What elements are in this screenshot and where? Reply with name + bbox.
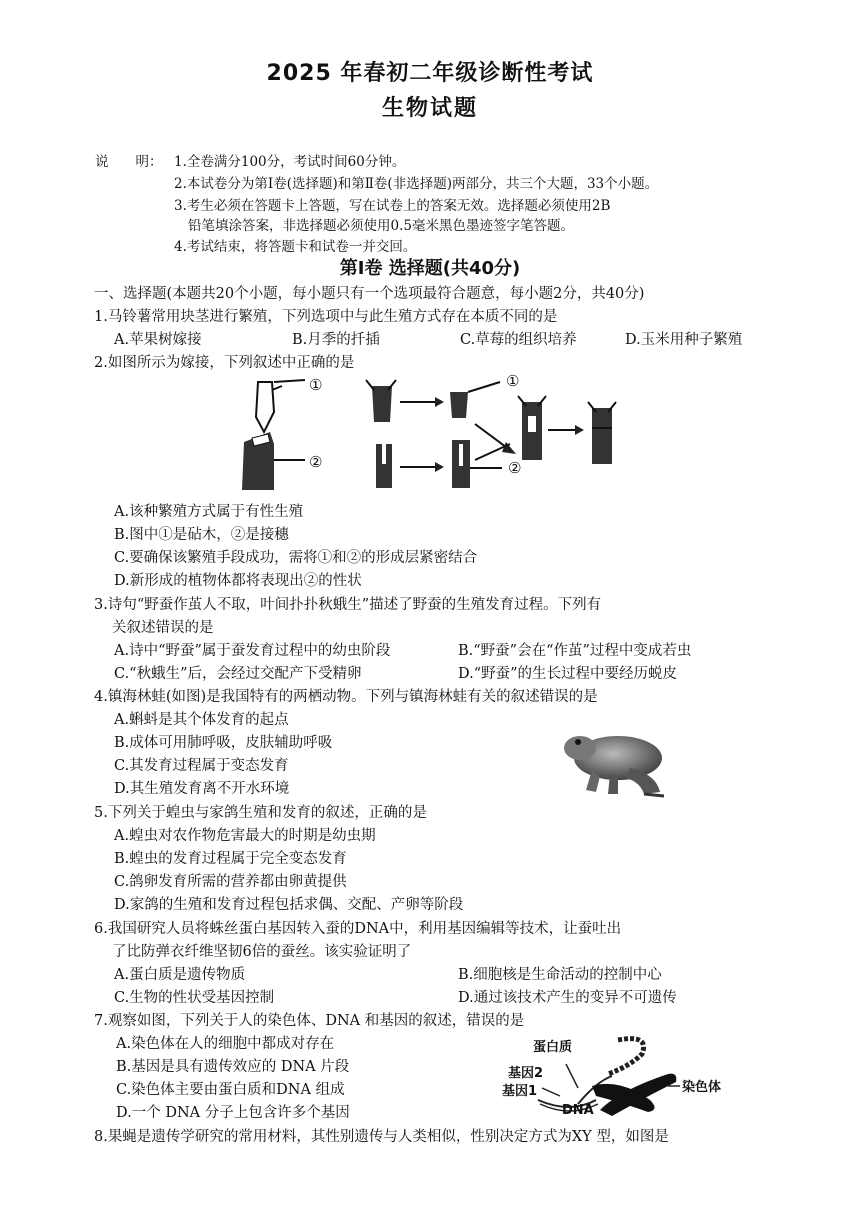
question-8-stem: 8.果蝇是遗传学研究的常用材料，其性别遗传与人类相似，性别决定方式为XY 型，如图是 bbox=[94, 1129, 669, 1145]
question-2-option-b: B.图中①是砧木，②是接穗 bbox=[114, 527, 289, 543]
figure-label-scion-1: ① bbox=[309, 376, 323, 394]
question-4-stem: 4.镇海林蛙(如图)是我国特有的两栖动物。下列与镇海林蛙有关的叙述错误的是 bbox=[94, 689, 598, 705]
figure-label-chromosome: 染色体 bbox=[682, 1080, 722, 1095]
question-5-option-b: B.蝗虫的发育过程属于完全变态发育 bbox=[114, 851, 347, 867]
question-6-option-a: A.蛋白质是遗传物质 bbox=[114, 967, 246, 983]
question-4-option-b: B.成体可用肺呼吸，皮肤辅助呼吸 bbox=[114, 735, 333, 751]
question-2-option-a: A.该种繁殖方式属于有性生殖 bbox=[114, 504, 304, 520]
instruction-2: 2.本试卷分为第Ⅰ卷(选择题)和第Ⅱ卷(非选择题)两部分，共三个大题，33个小题。 bbox=[174, 176, 659, 192]
question-2-option-c: C.要确保该繁殖手段成功，需将①和②的形成层紧密结合 bbox=[114, 550, 478, 566]
figure-label-gene-1: 基因1 bbox=[502, 1084, 538, 1099]
exam-subtitle: 生物试题 bbox=[381, 96, 478, 121]
question-7-option-c: C.染色体主要由蛋白质和DNA 组成 bbox=[116, 1082, 345, 1098]
stock-cut-1 bbox=[376, 444, 392, 488]
instruction-3-cont: 铅笔填涂答案，非选择题必须使用0.5毫米黑色墨迹签字笔答题。 bbox=[188, 218, 574, 234]
question-3-option-b: B.“野蚕”会在“作茧”过程中变成若虫 bbox=[458, 643, 692, 659]
question-3-option-a: A.诗中“野蚕”属于蚕发育过程中的幼虫阶段 bbox=[114, 643, 391, 659]
figure-label-stock-1: ② bbox=[309, 453, 323, 471]
question-2-option-d: D.新形成的植物体都将表现出②的性状 bbox=[114, 573, 362, 589]
question-4-option-c: C.其发育过程属于变态发育 bbox=[114, 758, 289, 774]
stock-shape bbox=[242, 432, 305, 490]
instruction-4: 4.考试结束，将答题卡和试卷一并交回。 bbox=[174, 239, 417, 255]
question-4-option-a: A.蝌蚪是其个体发育的起点 bbox=[114, 712, 289, 728]
question-3-option-d: D.“野蚕”的生长过程中要经历蜕皮 bbox=[458, 666, 678, 682]
question-7-stem: 7.观察如图，下列关于人的染色体、DNA 和基因的叙述，错误的是 bbox=[94, 1013, 525, 1029]
question-3-stem-cont: 关叙述错误的是 bbox=[112, 620, 214, 636]
question-1-option-d: D.玉米用种子繁殖 bbox=[625, 332, 743, 348]
question-5-option-d: D.家鸽的生殖和发育过程包括求偶、交配、产卵等阶段 bbox=[114, 897, 464, 913]
figure-label-protein: 蛋白质 bbox=[533, 1040, 573, 1055]
figure-label-dna: DNA bbox=[562, 1103, 594, 1118]
grafted-plant-1 bbox=[518, 396, 546, 460]
question-4-option-d: D.其生殖发育离不开水环境 bbox=[114, 781, 290, 797]
question-6-option-c: C.生物的性状受基因控制 bbox=[114, 990, 275, 1006]
question-5-option-a: A.蝗虫对农作物危害最大的时期是幼虫期 bbox=[114, 828, 376, 844]
figure-label-scion-2: ① bbox=[506, 372, 520, 390]
scion-cut-2 bbox=[450, 382, 500, 418]
instructions-label: 说 明： bbox=[95, 154, 163, 170]
question-7-option-a: A.染色体在人的细胞中都成对存在 bbox=[116, 1036, 335, 1052]
stock-cut-2 bbox=[452, 440, 502, 488]
question-1-stem: 1.马铃薯常用块茎进行繁殖，下列选项中与此生殖方式存在本质不同的是 bbox=[94, 309, 558, 325]
grafted-plant-2 bbox=[588, 402, 616, 464]
question-3-option-c: C.“秋蛾生”后，会经过交配产下受精卵 bbox=[114, 666, 362, 682]
scion-shape bbox=[256, 380, 305, 432]
question-6-option-b: B.细胞核是生命活动的控制中心 bbox=[458, 967, 662, 983]
scion-cut-1 bbox=[366, 380, 396, 422]
figure-label-stock-2: ② bbox=[508, 459, 522, 477]
question-1-option-b: B.月季的扦插 bbox=[292, 332, 380, 348]
section-title: 第Ⅰ卷 选择题(共40分) bbox=[339, 258, 521, 279]
question-7-option-d: D.一个 DNA 分子上包含许多个基因 bbox=[116, 1105, 350, 1121]
question-3-stem: 3.诗句“野蚕作茧人不取，叶间扑扑秋蛾生”描述了野蚕的生殖发育过程。下列有 bbox=[94, 597, 602, 613]
question-1-option-c: C.草莓的组织培养 bbox=[460, 332, 577, 348]
question-5-option-c: C.鸽卵发育所需的营养都由卵黄提供 bbox=[114, 874, 347, 890]
question-7-option-b: B.基因是具有遗传效应的 DNA 片段 bbox=[116, 1059, 350, 1075]
exam-title: 2025 年春初二年级诊断性考试 bbox=[266, 61, 594, 86]
question-2-stem: 2.如图所示为嫁接，下列叙述中正确的是 bbox=[94, 355, 355, 371]
question-5-stem: 5.下列关于蝗虫与家鸽生殖和发育的叙述，正确的是 bbox=[94, 805, 427, 821]
question-1-option-a: A.苹果树嫁接 bbox=[114, 332, 202, 348]
question-6-stem: 6.我国研究人员将蛛丝蛋白基因转入蚕的DNA中，利用基因编辑等技术，让蚕吐出 bbox=[94, 921, 622, 937]
question-6-stem-cont: 了比防弹衣纤维坚韧6倍的蚕丝。该实验证明了 bbox=[112, 944, 412, 960]
grafting-figure bbox=[230, 372, 630, 498]
instruction-3: 3.考生必须在答题卡上答题，写在试卷上的答案无效。选择题必须使用2B bbox=[174, 198, 611, 214]
dna-coil bbox=[608, 1039, 644, 1074]
question-6-option-d: D.通过该技术产生的变异不可遗传 bbox=[458, 990, 677, 1006]
frog-image bbox=[560, 718, 672, 802]
figure-label-gene-2: 基因2 bbox=[508, 1066, 544, 1081]
section-intro: 一、选择题(本题共20个小题，每小题只有一个选项最符合题意，每小题2分，共40分) bbox=[94, 286, 645, 302]
instruction-1: 1.全卷满分100分，考试时间60分钟。 bbox=[174, 154, 406, 170]
